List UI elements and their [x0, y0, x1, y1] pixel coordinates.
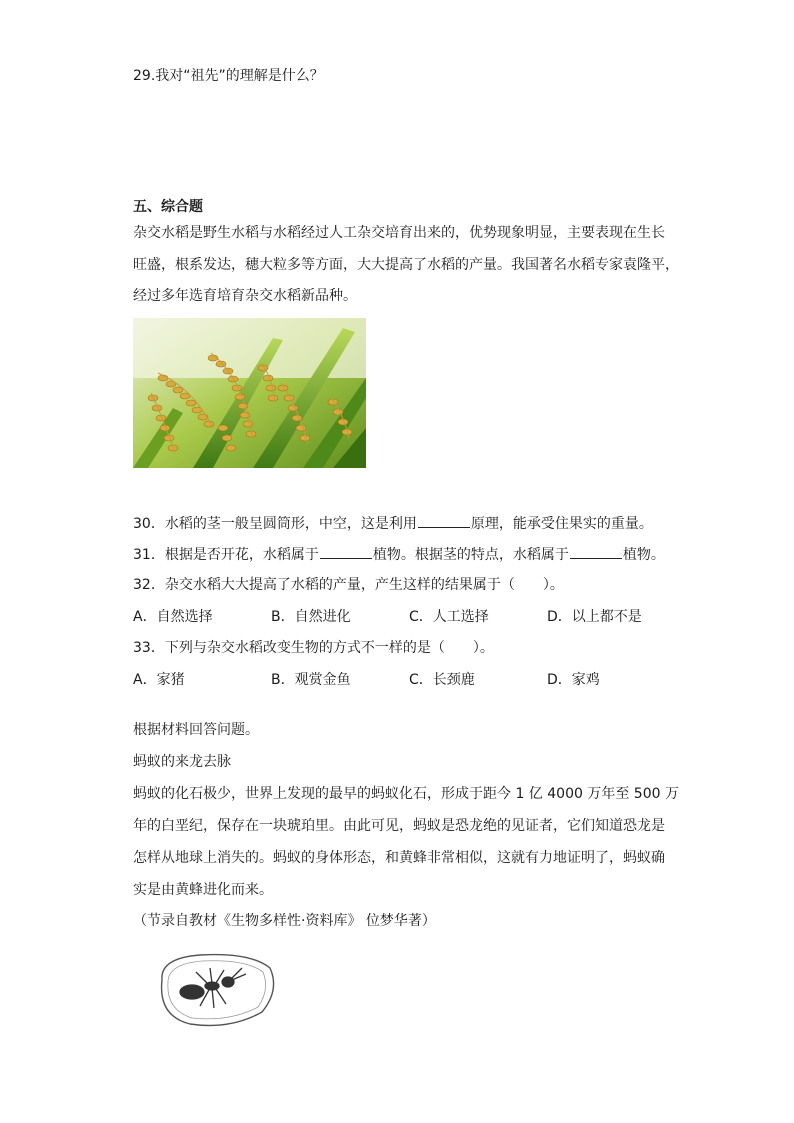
q31-text-a: 31．根据是否开花，水稻属于: [133, 547, 319, 563]
q31-answer-blank-2[interactable]: [570, 544, 622, 559]
q33-option-c[interactable]: C．长颈鹿: [409, 672, 475, 688]
q32-option-b[interactable]: B．自然进化: [271, 609, 351, 625]
q32-option-a[interactable]: A．自然选择: [133, 609, 213, 625]
q31-text-c: 植物。: [622, 547, 665, 563]
passage-line-3: 怎样从地球上消失的。蚂蚁的身体形态，和黄蜂非常相似，这就有力地证明了，蚂蚁确: [133, 850, 665, 866]
passage-line-1: 蚂蚁的化石极少，世界上发现的最早的蚂蚁化石，形成于距今 1 亿 4000 万年至 500 万: [133, 786, 679, 802]
q30-text-post: 原理，能承受住果实的重量。: [470, 516, 653, 532]
section-heading: 五、综合题: [133, 199, 203, 215]
q30-text-pre: 30．水稻的茎一般呈圆筒形，中空，这是利用: [133, 516, 417, 532]
question-31: [133, 544, 665, 565]
passage-source: （节录自教材《生物多样性·资料库》 位梦华著）: [133, 913, 436, 929]
intro-line-2: 旺盛，根系发达，穗大粒多等方面，大大提高了水稻的产量。我国著名水稻专家袁隆平，: [133, 257, 679, 273]
q33-option-b[interactable]: B．观赏金鱼: [271, 672, 351, 688]
q30-answer-blank[interactable]: [418, 513, 470, 528]
q32-option-d[interactable]: D．以上都不是: [547, 609, 642, 625]
passage-prompt: 根据材料回答问题。: [133, 722, 259, 738]
q33-option-d[interactable]: D．家鸡: [547, 672, 600, 688]
question-29: 29.我对“祖先”的理解是什么？: [133, 68, 324, 84]
intro-line-3: 经过多年选育培育杂交水稻新品种。: [133, 288, 357, 304]
question-32: 32．杂交水稻大大提高了水稻的产量，产生这样的结果属于（ ）。: [133, 577, 564, 593]
intro-line-1: 杂交水稻是野生水稻与水稻经过人工杂交培育出来的，优势现象明显，主要表现在生长: [133, 225, 665, 241]
q33-option-a[interactable]: A．家猪: [133, 672, 185, 688]
q32-option-c[interactable]: C．人工选择: [409, 609, 489, 625]
q31-answer-blank-1[interactable]: [320, 544, 372, 559]
passage-line-2: 年的白垩纪，保存在一块琥珀里。由此可见，蚂蚁是恐龙绝的见证者，它们知道恐龙是: [133, 818, 665, 834]
question-33: 33．下列与杂交水稻改变生物的方式不一样的是（ ）。: [133, 640, 494, 656]
ant-amber-illustration: [150, 950, 278, 1030]
q31-text-b: 植物。根据茎的特点，水稻属于: [372, 547, 569, 563]
passage-title: 蚂蚁的来龙去脉: [133, 754, 231, 770]
passage-line-4: 实是由黄蜂进化而来。: [133, 882, 273, 898]
question-30: [133, 513, 653, 534]
rice-photo: [133, 318, 366, 468]
